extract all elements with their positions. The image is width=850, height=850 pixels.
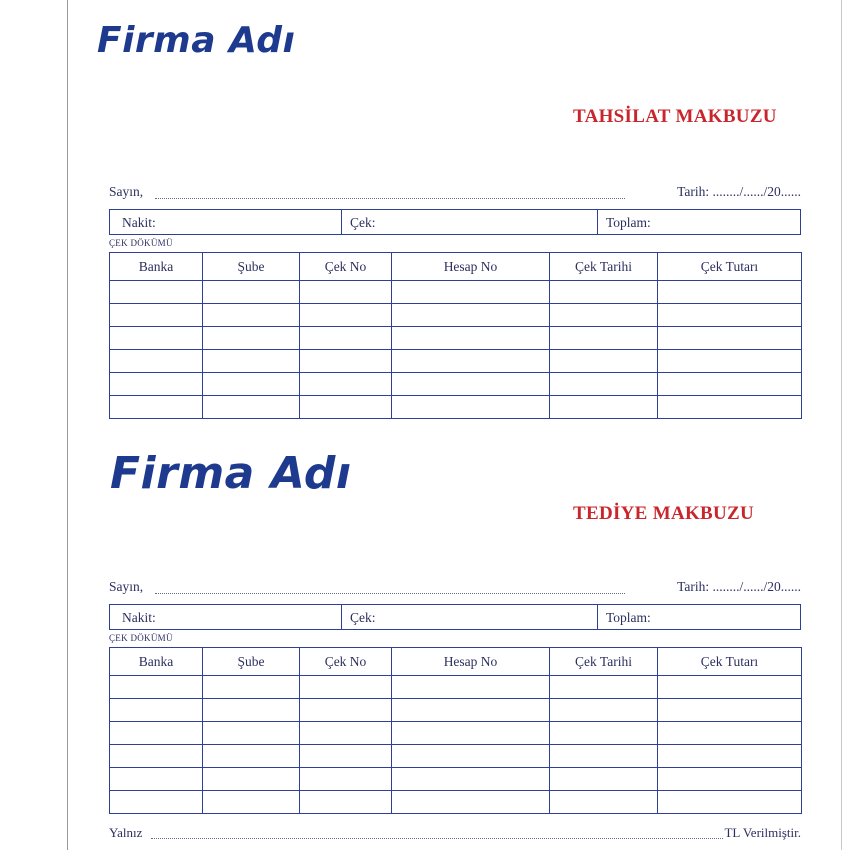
table-cell[interactable] bbox=[300, 373, 392, 396]
cheque-label: Çek: bbox=[350, 610, 376, 625]
table-cell[interactable] bbox=[392, 281, 550, 304]
table-cell[interactable] bbox=[110, 676, 203, 699]
table-cell[interactable] bbox=[110, 304, 203, 327]
table-cell[interactable] bbox=[203, 281, 300, 304]
col-bank: Banka bbox=[110, 648, 203, 676]
table-cell[interactable] bbox=[658, 327, 802, 350]
table-cell[interactable] bbox=[300, 722, 392, 745]
table-cell[interactable] bbox=[550, 722, 658, 745]
table-cell[interactable] bbox=[203, 304, 300, 327]
table-cell[interactable] bbox=[110, 281, 203, 304]
recipient-label: Sayın, bbox=[109, 579, 144, 594]
col-cheque-no: Çek No bbox=[300, 253, 392, 281]
table-cell[interactable] bbox=[658, 768, 802, 791]
table-cell[interactable] bbox=[658, 281, 802, 304]
table-row bbox=[110, 327, 802, 350]
amount-in-words-row bbox=[109, 825, 801, 843]
col-bank: Banka bbox=[110, 253, 203, 281]
table-row bbox=[110, 722, 802, 745]
table-cell[interactable] bbox=[658, 699, 802, 722]
table-cell[interactable] bbox=[203, 722, 300, 745]
payment-row bbox=[109, 604, 801, 630]
date-label: Tarih: ......../....../20...... bbox=[677, 579, 801, 594]
table-cell[interactable] bbox=[658, 350, 802, 373]
table-cell[interactable] bbox=[203, 373, 300, 396]
table-cell[interactable] bbox=[203, 791, 300, 814]
table-cell[interactable] bbox=[392, 676, 550, 699]
cash-label: Nakit: bbox=[122, 610, 156, 625]
table-cell[interactable] bbox=[550, 768, 658, 791]
table-cell[interactable] bbox=[300, 791, 392, 814]
table-cell[interactable] bbox=[203, 396, 300, 419]
cheque-section-label: ÇEK DÖKÜMÜ bbox=[109, 633, 173, 643]
table-cell[interactable] bbox=[392, 373, 550, 396]
col-cheque-amount: Çek Tutarı bbox=[658, 253, 802, 281]
table-cell[interactable] bbox=[300, 350, 392, 373]
col-cheque-no: Çek No bbox=[300, 648, 392, 676]
table-cell[interactable] bbox=[392, 304, 550, 327]
table-cell[interactable] bbox=[550, 745, 658, 768]
table-row bbox=[110, 350, 802, 373]
total-field[interactable] bbox=[598, 605, 800, 629]
table-cell[interactable] bbox=[392, 791, 550, 814]
cheque-table bbox=[109, 252, 802, 419]
table-row bbox=[110, 396, 802, 419]
receipt-title: TAHSİLAT MAKBUZU bbox=[573, 106, 777, 127]
company-name: Firma Adı bbox=[110, 448, 352, 499]
table-cell[interactable] bbox=[110, 327, 203, 350]
company-name: Firma Adı bbox=[97, 20, 296, 61]
table-cell[interactable] bbox=[550, 304, 658, 327]
page-left-edge bbox=[67, 0, 68, 850]
cheque-table-header bbox=[110, 253, 802, 281]
cheque-label: Çek: bbox=[350, 215, 376, 230]
cash-field[interactable] bbox=[110, 605, 342, 629]
table-cell[interactable] bbox=[392, 396, 550, 419]
table-cell[interactable] bbox=[550, 350, 658, 373]
table-row bbox=[110, 373, 802, 396]
table-cell[interactable] bbox=[658, 791, 802, 814]
recipient-label: Sayın, bbox=[109, 184, 144, 199]
table-row bbox=[110, 699, 802, 722]
cheque-table-header bbox=[110, 648, 802, 676]
recipient-row bbox=[109, 182, 801, 202]
col-cheque-date: Çek Tarihi bbox=[550, 253, 658, 281]
col-account-no: Hesap No bbox=[392, 648, 550, 676]
table-row bbox=[110, 745, 802, 768]
table-cell[interactable] bbox=[110, 745, 203, 768]
table-cell[interactable] bbox=[300, 745, 392, 768]
col-account-no: Hesap No bbox=[392, 253, 550, 281]
table-row bbox=[110, 791, 802, 814]
table-cell[interactable] bbox=[392, 745, 550, 768]
total-field[interactable] bbox=[598, 210, 800, 234]
table-cell[interactable] bbox=[110, 768, 203, 791]
receipt-title: TEDİYE MAKBUZU bbox=[573, 503, 755, 524]
table-cell[interactable] bbox=[203, 676, 300, 699]
payment-row bbox=[109, 209, 801, 235]
table-cell[interactable] bbox=[110, 350, 203, 373]
total-label: Toplam: bbox=[606, 215, 651, 230]
cheque-section-label: ÇEK DÖKÜMÜ bbox=[109, 238, 173, 248]
table-cell[interactable] bbox=[550, 676, 658, 699]
table-cell[interactable] bbox=[550, 396, 658, 419]
table-cell[interactable] bbox=[550, 373, 658, 396]
table-cell[interactable] bbox=[550, 791, 658, 814]
cash-label: Nakit: bbox=[122, 215, 156, 230]
table-cell[interactable] bbox=[110, 699, 203, 722]
table-cell[interactable] bbox=[300, 304, 392, 327]
cheque-field[interactable] bbox=[342, 605, 598, 629]
total-label: Toplam: bbox=[606, 610, 651, 625]
table-cell[interactable] bbox=[110, 791, 203, 814]
col-branch: Şube bbox=[203, 648, 300, 676]
table-cell[interactable] bbox=[203, 699, 300, 722]
date-label: Tarih: ......../....../20...... bbox=[677, 184, 801, 199]
table-row bbox=[110, 768, 802, 791]
table-cell[interactable] bbox=[300, 396, 392, 419]
table-cell[interactable] bbox=[300, 699, 392, 722]
table-cell[interactable] bbox=[658, 745, 802, 768]
table-cell[interactable] bbox=[300, 281, 392, 304]
table-row bbox=[110, 304, 802, 327]
table-cell[interactable] bbox=[392, 350, 550, 373]
recipient-row bbox=[109, 577, 801, 597]
amount-in-words-fill-line[interactable] bbox=[151, 838, 723, 839]
amount-in-words-label: Yalnız bbox=[109, 825, 143, 840]
table-row bbox=[110, 676, 802, 699]
table-cell[interactable] bbox=[658, 722, 802, 745]
amount-in-words-suffix: TL Verilmiştir. bbox=[724, 825, 801, 840]
col-cheque-amount: Çek Tutarı bbox=[658, 648, 802, 676]
table-cell[interactable] bbox=[392, 327, 550, 350]
table-cell[interactable] bbox=[110, 373, 203, 396]
col-cheque-date: Çek Tarihi bbox=[550, 648, 658, 676]
cash-field[interactable] bbox=[110, 210, 342, 234]
table-cell[interactable] bbox=[658, 304, 802, 327]
table-cell[interactable] bbox=[550, 327, 658, 350]
table-cell[interactable] bbox=[392, 699, 550, 722]
table-cell[interactable] bbox=[300, 768, 392, 791]
table-cell[interactable] bbox=[110, 396, 203, 419]
table-cell[interactable] bbox=[203, 327, 300, 350]
table-cell[interactable] bbox=[300, 676, 392, 699]
table-cell[interactable] bbox=[300, 327, 392, 350]
recipient-fill-line[interactable] bbox=[155, 593, 625, 594]
cheque-table bbox=[109, 647, 802, 814]
table-cell[interactable] bbox=[203, 350, 300, 373]
table-row bbox=[110, 281, 802, 304]
table-cell[interactable] bbox=[550, 281, 658, 304]
table-cell[interactable] bbox=[392, 768, 550, 791]
table-cell[interactable] bbox=[658, 676, 802, 699]
page-right-edge bbox=[841, 0, 842, 850]
col-branch: Şube bbox=[203, 253, 300, 281]
table-cell[interactable] bbox=[203, 745, 300, 768]
table-cell[interactable] bbox=[658, 373, 802, 396]
table-cell[interactable] bbox=[110, 722, 203, 745]
cheque-field[interactable] bbox=[342, 210, 598, 234]
table-cell[interactable] bbox=[550, 699, 658, 722]
table-cell[interactable] bbox=[392, 722, 550, 745]
recipient-fill-line[interactable] bbox=[155, 198, 625, 199]
table-cell[interactable] bbox=[658, 396, 802, 419]
table-cell[interactable] bbox=[203, 768, 300, 791]
